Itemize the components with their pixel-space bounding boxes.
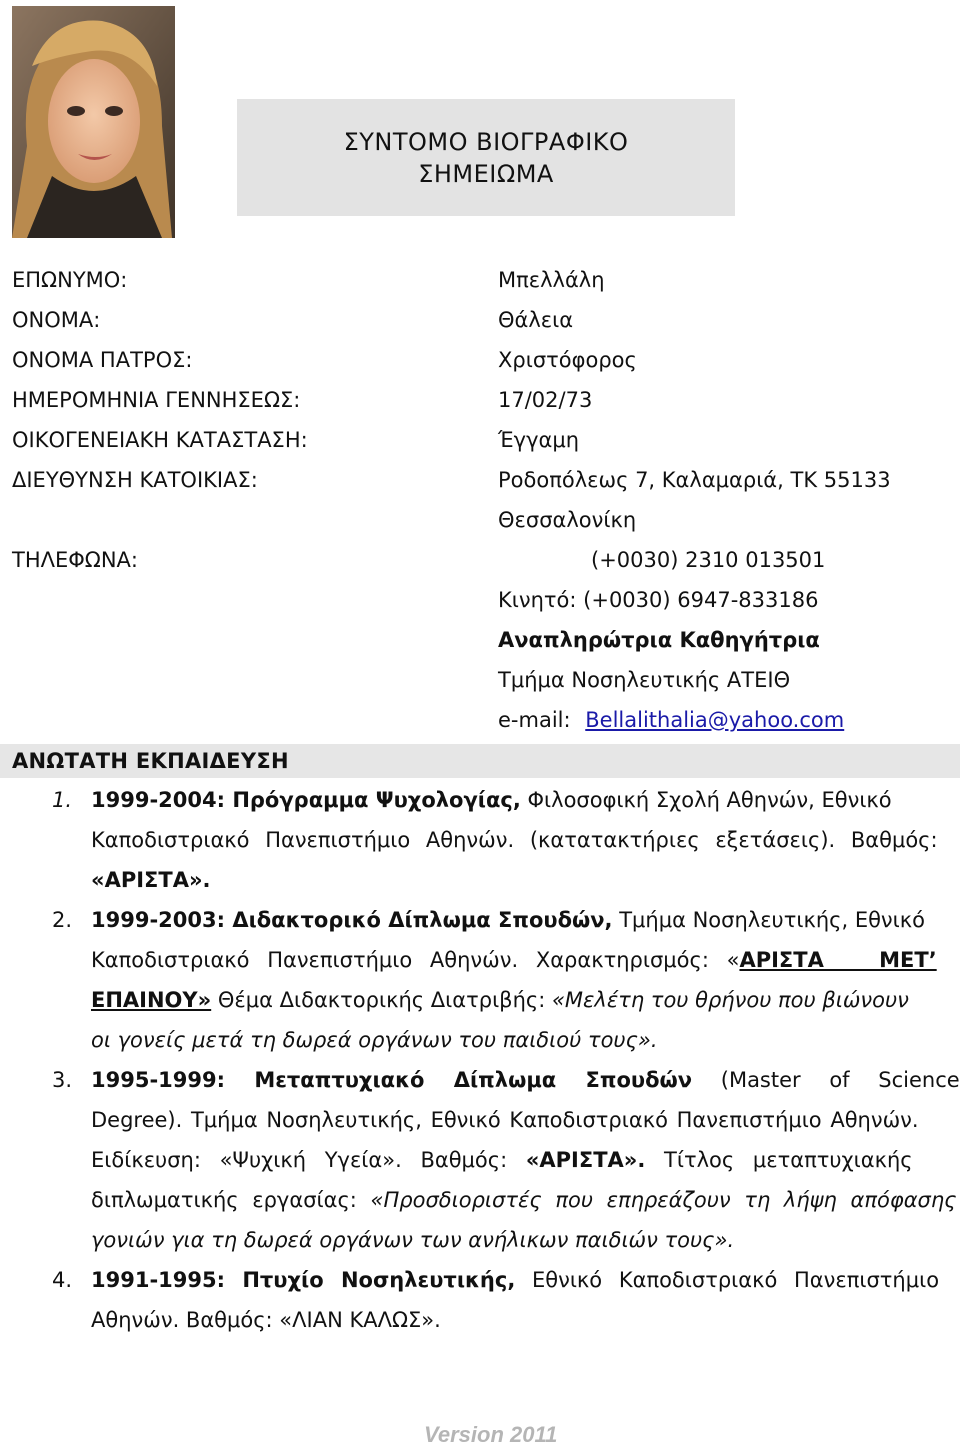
- surname-value: Μπελλάλη: [498, 268, 605, 292]
- education-item-1-title: 1999-2004: Πρόγραμμα Ψυχολογίας,: [91, 788, 521, 812]
- education-item-3-thesis-prefix: διπλωματικής εργασίας:: [91, 1188, 371, 1212]
- address-label: ΔΙΕΥΘΥΝΣΗ ΚΑΤΟΙΚΙΑΣ:: [12, 468, 258, 492]
- department: Τμήμα Νοσηλευτικής ΑΤΕΙΘ: [498, 668, 791, 692]
- education-item-3-grade: «ΑΡΙΣΤΑ».: [525, 1148, 646, 1172]
- surname-label: ΕΠΩΝΥΜΟ:: [12, 268, 128, 292]
- education-heading: ΑΝΩΤΑΤΗ ΕΚΠΑΙΔΕΥΣΗ: [0, 744, 960, 778]
- education-item-2-distinction: ΑΡΙΣΤΑ ΜΕΤ’: [739, 948, 937, 972]
- education-item-4-institution: Εθνικό Καποδιστριακό Πανεπιστήμιο: [515, 1268, 940, 1292]
- education-item-3-degree: (Master of Science: [692, 1068, 960, 1092]
- education-item-1-line-2: Καποδιστριακό Πανεπιστήμιο Αθηνών. (κατατακτήριες εξετάσεις). Βαθμός:: [91, 828, 938, 852]
- title-line-1: ΣΥΝΤΟΜΟ ΒΙΟΓΡΑΦΙΚΟ: [343, 127, 629, 156]
- education-item-3-title: 1995-1999: Μεταπτυχιακό Δίπλωμα Σπουδών: [91, 1068, 693, 1092]
- academic-position: Αναπληρώτρια Καθηγήτρια: [498, 628, 820, 652]
- education-item-3-line-4: [91, 1188, 959, 1212]
- education-item-4-line-2: Αθηνών. Βαθμός: «ΛΙΑΝ ΚΑΛΩΣ».: [91, 1308, 441, 1332]
- education-item-3-thesis-title: «Προσδιοριστές που επηρεάζουν τη λήψη απόφασης: [370, 1188, 957, 1212]
- education-item-2-thesis-label: Θέμα Διδακτορικής Διατριβής:: [211, 988, 552, 1012]
- phone-value: (+0030) 2310 013501: [591, 548, 826, 572]
- education-item-1-line-1: [91, 788, 959, 812]
- portrait-image: [12, 6, 175, 238]
- education-item-3-line-3: [91, 1148, 959, 1172]
- marital-status-value: Έγγαμη: [498, 428, 580, 452]
- education-item-1-institution: Φιλοσοφική Σχολή Αθηνών, Εθνικό: [520, 788, 892, 812]
- education-item-2-title: 1999-2003: Διδακτορικό Δίπλωμα Σπουδών,: [91, 908, 613, 932]
- education-item-1-number: 1.: [52, 788, 73, 812]
- education-item-2-line-3: [91, 988, 959, 1012]
- father-name-label: ΟΝΟΜΑ ΠΑΤΡΟΣ:: [12, 348, 193, 372]
- education-item-3-specialization: Ειδίκευση: «Ψυχική Υγεία». Βαθμός:: [91, 1148, 526, 1172]
- phones-label: ΤΗΛΕΦΩΝΑ:: [12, 548, 138, 572]
- education-item-2-line-1: [91, 908, 959, 932]
- education-item-4-title: 1991-1995: Πτυχίο Νοσηλευτικής,: [91, 1268, 516, 1292]
- education-item-2-institution: Τμήμα Νοσηλευτικής, Εθνικό: [612, 908, 925, 932]
- education-item-3-thesis-label: Τίτλος μεταπτυχιακής: [645, 1148, 913, 1172]
- address-line-1: Ροδοπόλεως 7, Καλαμαριά, ΤΚ 55133: [498, 468, 891, 492]
- title-line-2: ΣΗΜΕΙΩΜΑ: [418, 159, 554, 188]
- version-footer: Version 2011: [424, 1422, 558, 1447]
- education-item-2-distinction-end: ΕΠΑΙΝΟΥ»: [91, 988, 212, 1012]
- education-item-3-line-2: Degree). Τμήμα Νοσηλευτικής, Εθνικό Καποδιστριακό Πανεπιστήμιο Αθηνών.: [91, 1108, 919, 1132]
- email-row: [498, 708, 844, 732]
- education-item-1-line-3: «ΑΡΙΣΤΑ».: [91, 868, 211, 892]
- birthdate-value: 17/02/73: [498, 388, 593, 412]
- father-name-value: Χριστόφορος: [498, 348, 637, 372]
- name-label: ΟΝΟΜΑ:: [12, 308, 101, 332]
- education-item-2-thesis-title: «Μελέτη του θρήνου που βιώνουν: [551, 988, 909, 1012]
- education-item-4-line-1: [91, 1268, 959, 1292]
- portrait-photo: [12, 6, 175, 238]
- name-value: Θάλεια: [498, 308, 574, 332]
- marital-status-label: ΟΙΚΟΓΕΝΕΙΑΚΗ ΚΑΤΑΣΤΑΣΗ:: [12, 428, 308, 452]
- education-item-3-line-5: γονιών για τη δωρεά οργάνων των ανήλικων παιδιών τους».: [91, 1228, 735, 1252]
- education-item-3-line-1: [91, 1068, 959, 1092]
- education-item-2-line-4: οι γονείς μετά τη δωρεά οργάνων του παιδιού τους».: [91, 1028, 658, 1052]
- birthdate-label: ΗΜΕΡΟΜΗΝΙΑ ΓΕΝΝΗΣΕΩΣ:: [12, 388, 301, 412]
- document-title: [237, 99, 735, 216]
- email-link[interactable]: Bellalithalia@yahoo.com: [585, 708, 845, 732]
- email-label: e-mail:: [498, 708, 571, 732]
- address-line-2: Θεσσαλονίκη: [498, 508, 637, 532]
- education-item-2-line-2-text: Καποδιστριακό Πανεπιστήμιο Αθηνών. Χαρακτηρισμός: «: [91, 948, 740, 972]
- mobile-value: Κινητό: (+0030) 6947-833186: [498, 588, 819, 612]
- education-item-4-number: 4.: [52, 1268, 73, 1292]
- education-item-2-number: 2.: [52, 908, 73, 932]
- education-item-3-number: 3.: [52, 1068, 73, 1092]
- education-item-2-line-2: [91, 948, 959, 972]
